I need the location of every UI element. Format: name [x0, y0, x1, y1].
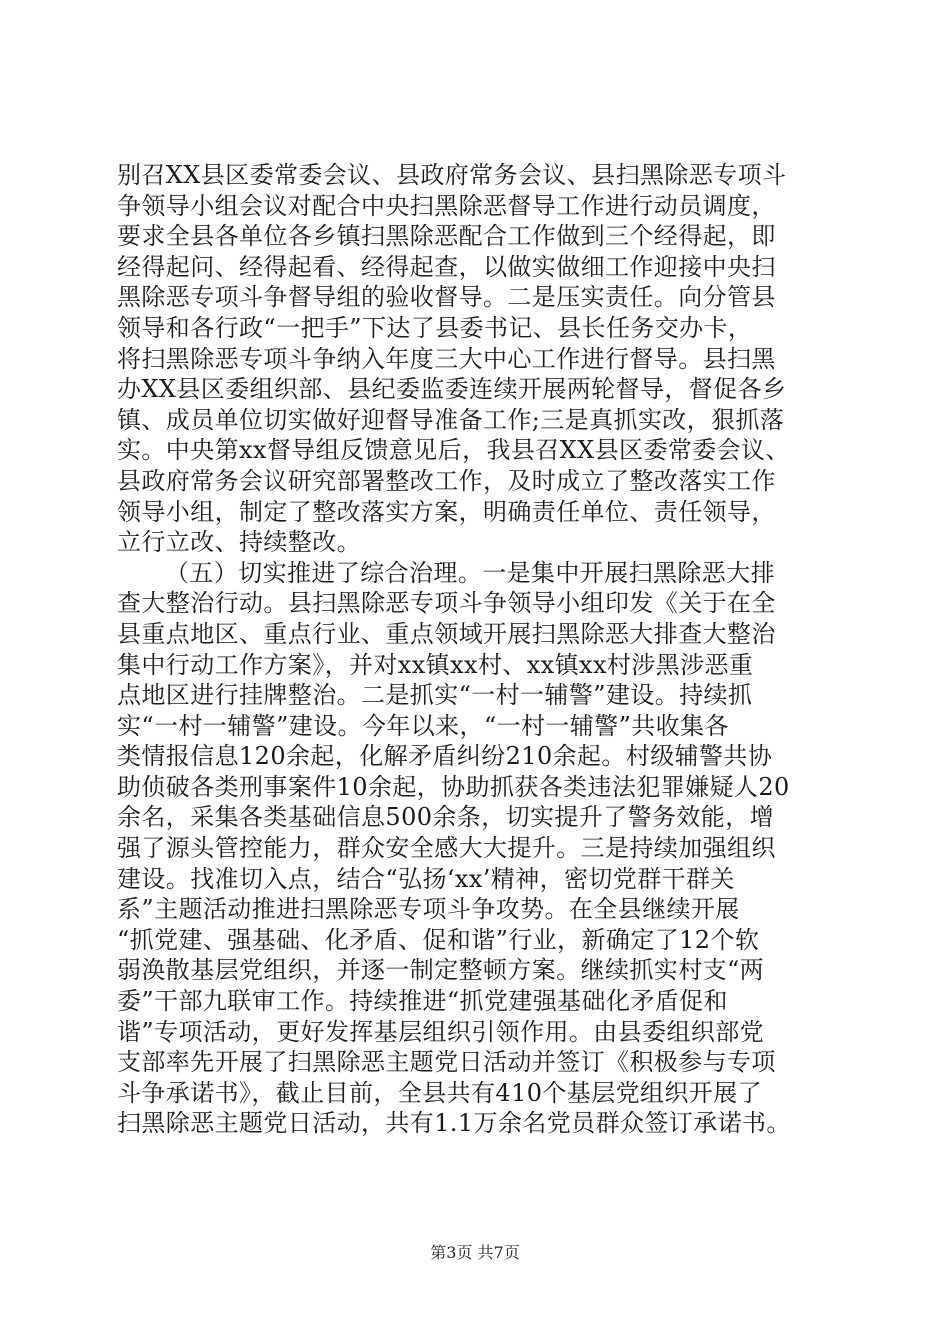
text-line: 要求全县各单位各乡镇扫黑除恶配合工作做到三个经得起，即 — [117, 222, 776, 251]
text-line: 领导和各行政“一把手”下达了县委书记、县长任务交办卡， — [117, 313, 753, 342]
text-line: 实“一村一辅警”建设。今年以来，“一村一辅警”共收集各 — [117, 711, 729, 740]
text-line: 支部率先开展了扫黑除恶主题党日活动并签订《积极参与专项 — [117, 1048, 776, 1077]
text-line: 点地区进行挂牌整治。二是抓实“一村一辅警”建设。持续抓 — [117, 681, 753, 710]
text-line: 争领导小组会议对配合中央扫黑除恶督导工作进行动员调度， — [117, 191, 776, 220]
text-line: 弱涣散基层党组织，并逐一制定整顿方案。继续抓实村支“两 — [117, 956, 765, 985]
text-line: “抓党建、强基础、化矛盾、促和谐”行业，新确定了12个软 — [117, 925, 760, 954]
text-line: 黑除恶专项斗争督导组的验收督导。二是压实责任。向分管县 — [117, 283, 776, 312]
text-line: 经得起问、经得起看、经得起查，以做实做细工作迎接中央扫 — [117, 252, 776, 281]
text-line: 别召XX县区委常委会议、县政府常务会议、县扫黑除恶专项斗 — [117, 161, 787, 189]
text-line: 集中行动工作方案》，并对xx镇xx村、xx镇xx村涉黑涉恶重 — [117, 650, 754, 679]
text-line: 系”主题活动推进扫黑除恶专项斗争攻势。在全县继续开展 — [117, 895, 740, 924]
text-line: 类情报信息120余起，化解矛盾纠纷210余起。村级辅警共协 — [117, 742, 773, 771]
body-text — [117, 160, 857, 1139]
text-line: 助侦破各类刑事案件10余起，协助抓获各类违法犯罪嫌疑人20 — [117, 772, 790, 801]
text-line: 余名，采集各类基础信息500余条，切实提升了警务效能，增 — [117, 803, 775, 832]
text-line: 办XX县区委组织部、县纪委监委连续开展两轮督导，督促各乡 — [117, 375, 787, 404]
text-line: 镇、成员单位切实做好迎督导准备工作;三是真抓实改，狠抓落 — [117, 405, 785, 434]
page-number-footer: 第3页 共7页 — [430, 1243, 520, 1262]
text-line: 立行立改、持续整改。 — [117, 528, 361, 557]
text-line: 县重点地区、重点行业、重点领域开展扫黑除恶大排查大整治 — [117, 619, 776, 648]
text-line: 将扫黑除恶专项斗争纳入年度三大中心工作进行督导。县扫黑 — [117, 344, 776, 373]
text-line: 谐”专项活动，更好发挥基层组织引领作用。由县委组织部党 — [117, 1017, 765, 1046]
paragraph-start-line: （五）切实推进了综合治理。一是集中开展扫黑除恶大排 — [165, 558, 775, 587]
text-line: 斗争承诺书》，截止目前，全县共有410个基层党组织开展了 — [117, 1078, 763, 1107]
text-line: 强了源头管控能力，群众安全感大大提升。三是持续加强组织 — [117, 834, 776, 863]
text-line: 实。中央第xx督导组反馈意见后，我县召XX县区委常委会议、 — [117, 436, 790, 465]
text-line: 委”干部九联审工作。持续推进“抓党建强基础化矛盾促和 — [117, 987, 728, 1016]
text-line: 查大整治行动。县扫黑除恶专项斗争领导小组印发《关于在全 — [117, 589, 776, 618]
text-line: 建设。找准切入点，结合“弘扬‘xx’精神，密切党群干群关 — [117, 864, 735, 893]
text-line: 领导小组，制定了整改落实方案，明确责任单位、责任领导， — [117, 497, 776, 526]
text-line: 县政府常务会议研究部署整改工作，及时成立了整改落实工作 — [117, 466, 776, 495]
text-line: 扫黑除恶主题党日活动，共有1.1万余名党员群众签订承诺书。 — [117, 1109, 791, 1138]
